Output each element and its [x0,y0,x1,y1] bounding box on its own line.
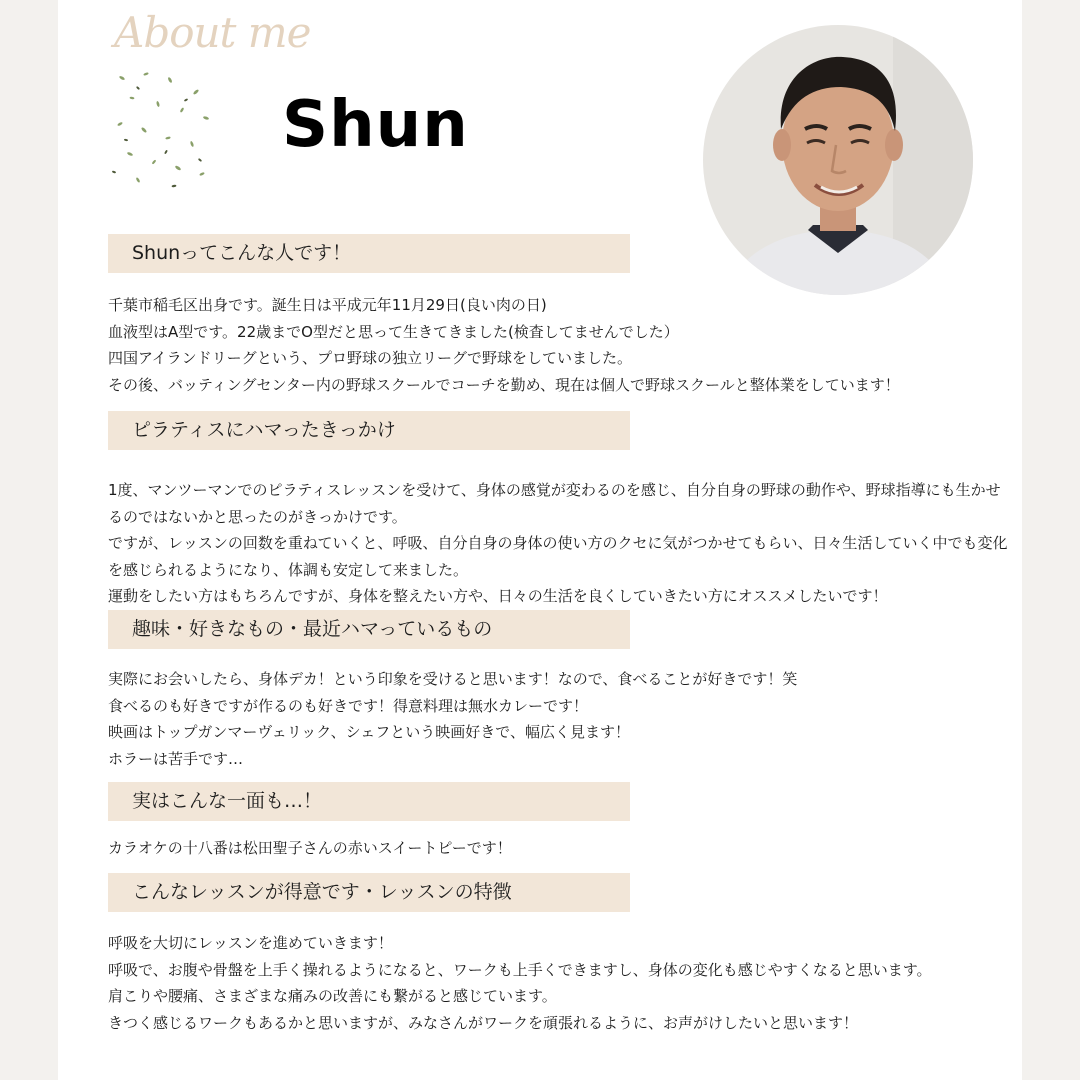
section-other-side [108,782,1008,862]
body-line: きつく感じるワークもあるかと思いますが、みなさんがワークを頑張れるように、お声がけしたいと思います！ [108,1013,859,1032]
about-me-script-title: About me [114,8,311,57]
body-line: 千葉市稲毛区出身です。誕生日は平成元年11月29日(良い肉の日) [108,296,547,314]
body-line: 呼吸を大切にレッスンを進めていきます！ [108,934,393,952]
profile-name: Shun [282,88,469,162]
leaf-scatter-icon [108,68,220,194]
section-heading: 実はこんな一面も…！ [108,782,630,821]
body-line: 食べるのも好きですが作るのも好きです！得意料理は無水カレーです！ [108,696,589,715]
body-line: 血液型はA型です。22歳までO型だと思って生きてきました(検査してませんでした） [108,322,679,341]
body-line: その後、バッティングセンター内の野球スクールでコーチを勤め、現在は個人で野球スクールと整体業をしています！ [108,375,900,394]
section-body [108,835,1008,862]
body-line: 実際にお会いしたら、身体デカ！という印象を受けると思います！なので、食べることが好きです！笑 [108,670,798,688]
section-hobbies [108,610,1008,772]
section-body [108,666,1008,772]
body-line: 1度、マンツーマンでのピラティスレッスンを受けて、身体の感覚が変わるのを感じ、自分自身の野球の動作や、野球指導にも生かせるのではないかと思ったのがきっかけです。 [108,481,1001,526]
body-line: 肩こりや腰痛、さまざまな痛みの改善にも繋がると感じています。 [108,987,557,1005]
section-heading: Shunってこんな人です！ [108,234,630,273]
body-line: ですが、レッスンの回数を重ねていくと、呼吸、自分自身の身体の使い方のクセに気がつかせてもらい、日々生活していく中でも変化を感じられるようになり、体調も安定して来ました。 [108,534,1008,579]
section-about [108,234,1008,398]
body-line: 呼吸で、お腹や骨盤を上手く操れるようになると、ワークも上手くできますし、身体の変化も感じやすくなると思います。 [108,960,932,979]
section-body [108,477,1008,610]
body-line: 映画はトップガンマーヴェリック、シェフという映画好きで、幅広く見ます！ [108,723,631,741]
section-heading: 趣味・好きなもの・最近ハマっているもの [108,610,630,649]
section-body [108,292,1008,398]
section-lesson-features [108,873,1008,1036]
body-line: ホラーは苦手です… [108,749,244,768]
body-line: 四国アイランドリーグという、プロ野球の独立リーグで野球をしていました。 [108,349,632,367]
body-line: 運動をしたい方はもちろんですが、身体を整えたい方や、日々の生活を良くしていきたい方にオススメしたいです！ [108,587,888,605]
section-heading: ピラティスにハマったきっかけ [108,411,630,450]
body-line: カラオケの十八番は松田聖子さんの赤いスイートピーです！ [108,839,512,857]
section-pilates-trigger [108,411,1008,610]
profile-card [58,0,1022,1080]
section-heading: こんなレッスンが得意です・レッスンの特徴 [108,873,630,912]
section-body [108,930,1008,1036]
